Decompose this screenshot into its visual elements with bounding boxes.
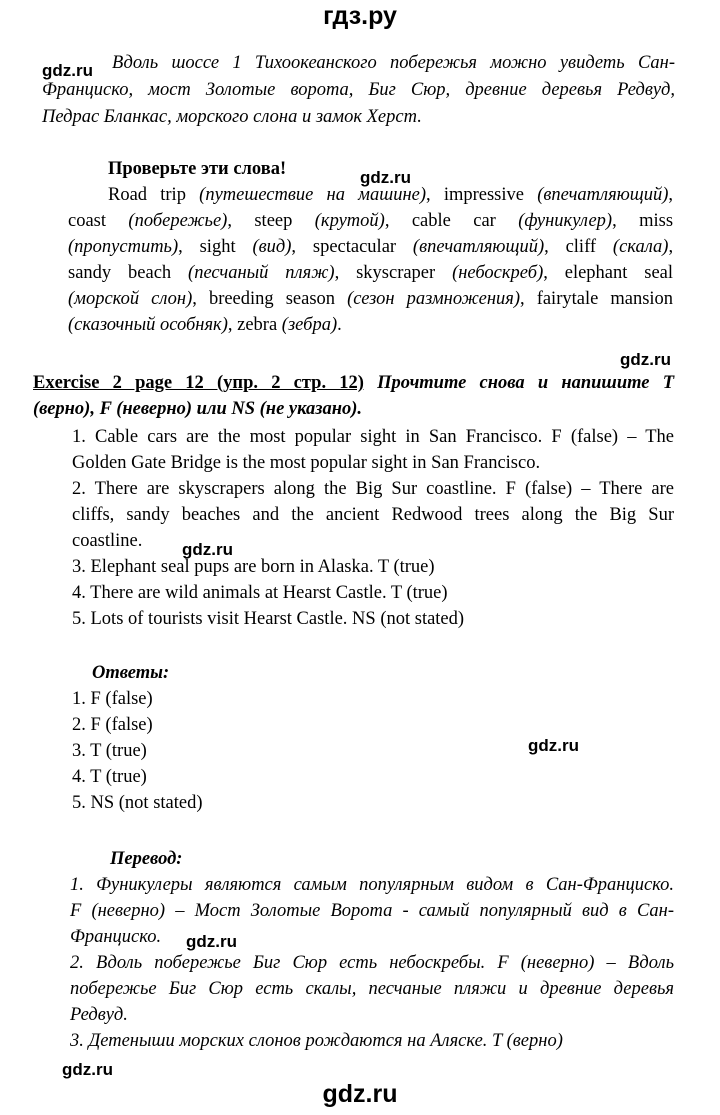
vocab-en: steep	[254, 211, 293, 231]
vocab-ru: (фуникулер)	[518, 211, 613, 231]
vocab-line: coast (побережье), steep (крутой), cable car (фуникулер), miss	[68, 211, 674, 231]
vocab-en: miss	[639, 211, 674, 231]
vocab-ru: (морской слон)	[68, 289, 193, 309]
vocab-line: Road trip (путешествие на машине), impressive (впечатляющий),	[108, 185, 673, 205]
vocab-en: sight	[199, 237, 236, 257]
vocab-en: breeding season	[208, 289, 336, 309]
translation-line: Редвуд.	[70, 1005, 128, 1025]
exercise-line: cliffs, sandy beaches and the ancient Redwood trees along the Big Sur	[72, 505, 674, 525]
vocab-en: elephant seal	[564, 263, 674, 283]
vocab-ru: (впечатляющий)	[412, 237, 545, 257]
answer-item: 1. F (false)	[72, 689, 153, 709]
vocab-ru: (сказочный особняк)	[68, 315, 228, 335]
vocab-ru: (песчаный пляж)	[188, 263, 335, 283]
vocab-en: coast	[68, 211, 107, 231]
vocab-line: (пропустить), sight (вид), spectacular (впечатляющий), cliff (скала),	[68, 237, 674, 257]
exercise-line: 3. Elephant seal pups are born in Alaska. T (true)	[72, 557, 435, 577]
vocab-en: Road trip	[108, 185, 186, 205]
exercise-line: Golden Gate Bridge is the most popular sight in San Francisco.	[72, 453, 541, 473]
exercise-heading	[33, 370, 674, 397]
intro-line: Педрас Бланкас, морского слона и замок Херст.	[42, 107, 422, 127]
translation-line: побережье Биг Сюр есть скалы, песчаные пляжи и древние деревья	[70, 979, 674, 999]
watermark: gdz.ru	[62, 1060, 113, 1079]
exercise-instruction: (верно), F (неверно) или NS (не указано).	[33, 399, 363, 419]
translation-line: 3. Детеныши морских слонов рождаются на Аляске. T (верно)	[70, 1031, 563, 1051]
answer-item: 5. NS (not stated)	[72, 793, 203, 813]
check-words-heading: Проверьте эти слова!	[108, 159, 287, 179]
vocab-line: (морской слон), breeding season (сезон размножения), fairytale mansion	[68, 289, 674, 309]
vocab-en: impressive	[443, 185, 524, 205]
vocab-ru: (побережье)	[128, 211, 228, 231]
intro-line: Вдоль шоссе 1 Тихоокеанского побережья можно увидеть Сан-	[112, 53, 675, 73]
vocab-en: cable car	[411, 211, 496, 231]
vocab-ru: (впечатляющий)	[537, 185, 669, 205]
answers-heading: Ответы:	[92, 663, 170, 683]
vocab-line: (сказочный особняк), zebra (зебра).	[68, 315, 342, 335]
vocab-en: fairytale mansion	[536, 289, 674, 309]
answer-item: 3. T (true)	[72, 741, 147, 761]
vocab-ru: (путешествие на машине)	[199, 185, 426, 205]
site-footer: gdz.ru	[322, 1080, 398, 1108]
vocab-ru: (крутой)	[314, 211, 385, 231]
translation-line: 1. Фуникулеры являются самым популярным видом в Сан-Франциско.	[70, 875, 674, 895]
exercise-line: 2. There are skyscrapers along the Big Sur coastline. F (false) – There are	[72, 479, 674, 499]
watermark: gdz.ru	[182, 540, 233, 559]
watermark: gdz.ru	[42, 61, 93, 80]
exercise-instruction: Прочтите снова и напишите T	[377, 373, 674, 393]
vocab-ru: (скала)	[612, 237, 669, 257]
translation-line: 2. Вдоль побережье Биг Сюр есть небоскребы. F (неверно) – Вдоль	[70, 953, 674, 973]
vocab-line: sandy beach (песчаный пляж), skyscraper (небоскреб), elephant seal	[68, 263, 674, 283]
answer-item: 4. T (true)	[72, 767, 147, 787]
vocab-ru: (зебра)	[281, 315, 338, 335]
watermark: gdz.ru	[620, 350, 671, 369]
vocab-en: sandy beach	[68, 263, 172, 283]
vocab-en: skyscraper	[356, 263, 436, 283]
exercise-line: 5. Lots of tourists visit Hearst Castle. NS (not stated)	[72, 609, 465, 629]
translation-line: Франциско.	[70, 927, 162, 947]
vocab-en: zebra	[237, 315, 278, 335]
answer-item: 2. F (false)	[72, 715, 153, 735]
watermark: gdz.ru	[528, 736, 579, 755]
exercise-line: coastline.	[72, 531, 143, 551]
vocab-ru: (пропустить)	[68, 237, 179, 257]
watermark: gdz.ru	[360, 168, 411, 187]
exercise-line: 1. Cable cars are the most popular sight in San Francisco. F (false) – The	[72, 427, 674, 447]
watermark: gdz.ru	[186, 932, 237, 951]
vocab-ru: (вид)	[252, 237, 292, 257]
vocab-en: spectacular	[312, 237, 397, 257]
vocab-en: cliff	[565, 237, 597, 257]
translation-heading: Перевод:	[110, 849, 183, 869]
vocab-ru: (сезон размножения)	[347, 289, 521, 309]
intro-line: Франциско, мост Золотые ворота, Биг Сюр, древние деревья Редвуд,	[42, 80, 675, 100]
exercise-ref: Exercise 2 page 12 (упр. 2 стр. 12)	[33, 373, 364, 393]
vocab-ru: (небоскреб)	[452, 263, 544, 283]
exercise-line: 4. There are wild animals at Hearst Castle. T (true)	[72, 583, 448, 603]
translation-line: F (неверно) – Мост Золотые Ворота - самый популярный вид в Сан-	[70, 901, 674, 921]
site-header: гдз.ру	[323, 2, 397, 30]
